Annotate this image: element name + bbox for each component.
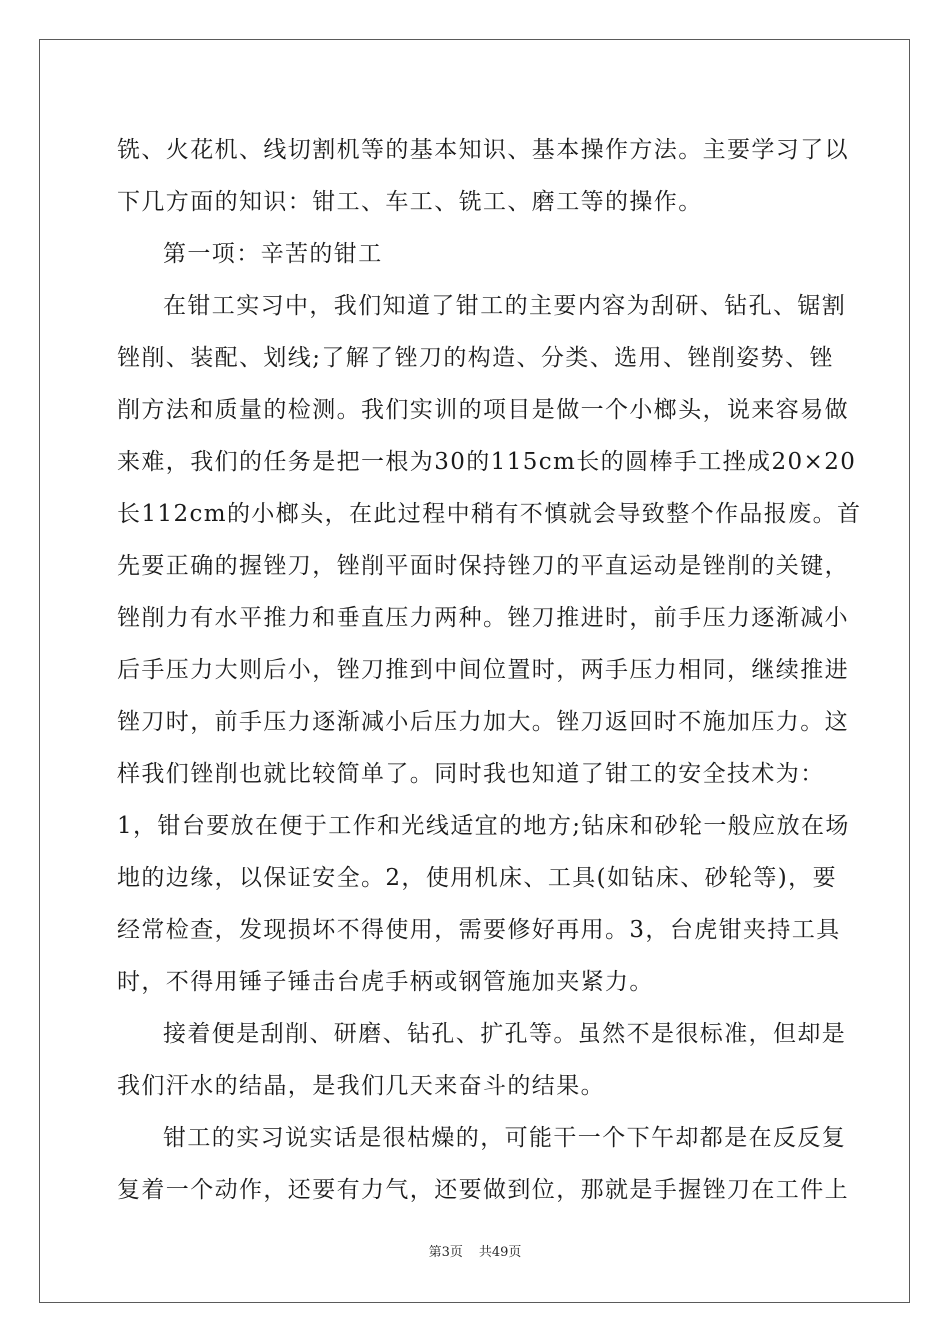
page-number: 第3页 [428, 1245, 463, 1260]
text-line: 在钳工实习中，我们知道了钳工的主要内容为刮研、钻孔、锯割 [163, 293, 847, 319]
text-line: 后手压力大则后小，锉刀推到中间位置时，两手压力相同，继续推进 [117, 657, 849, 683]
text-line: 样我们锉削也就比较简单了。同时我也知道了钳工的安全技术为： [117, 761, 825, 787]
text-line: 锉刀时，前手压力逐渐减小后压力加大。锉刀返回时不施加压力。这 [117, 709, 849, 735]
text-line: 下几方面的知识：钳工、车工、铣工、磨工等的操作。 [117, 189, 703, 215]
page-total: 共49页 [478, 1245, 522, 1260]
text-line: 削方法和质量的检测。我们实训的项目是做一个小榔头，说来容易做 [117, 397, 849, 423]
section-heading: 第一项：辛苦的钳工 [163, 241, 383, 267]
page-footer [0, 1241, 950, 1260]
text-line: 钳工的实习说实话是很枯燥的，可能干一个下午却都是在反反复 [163, 1125, 847, 1151]
text-line: 我们汗水的结晶，是我们几天来奋斗的结果。 [117, 1073, 605, 1099]
text-line: 经常检查，发现损坏不得使用，需要修好再用。3，台虎钳夹持工具 [117, 917, 841, 943]
document-body [117, 128, 862, 1220]
text-line: 锉削、装配、划线;了解了锉刀的构造、分类、选用、锉削姿势、锉 [117, 345, 834, 371]
text-line: 1，钳台要放在便于工作和光线适宜的地方;钻床和砂轮一般应放在场 [117, 813, 850, 839]
text-line: 地的边缘，以保证安全。2，使用机床、工具(如钻床、砂轮等)，要 [117, 865, 837, 891]
text-line: 时，不得用锤子锤击台虎手柄或钢管施加夹紧力。 [117, 969, 654, 995]
text-line: 先要正确的握锉刀，锉削平面时保持锉刀的平直运动是锉削的关键， [117, 553, 849, 579]
text-line: 来难，我们的任务是把一根为30的115cm长的圆棒手工挫成20×20 [117, 449, 857, 475]
text-line: 复着一个动作，还要有力气，还要做到位，那就是手握锉刀在工件上 [117, 1177, 849, 1203]
text-line: 接着便是刮削、研磨、钻孔、扩孔等。虽然不是很标准，但却是 [163, 1021, 847, 1047]
text-line: 铣、火花机、线切割机等的基本知识、基本操作方法。主要学习了以 [117, 137, 849, 163]
text-line: 锉削力有水平推力和垂直压力两种。锉刀推进时，前手压力逐渐减小 [117, 605, 849, 631]
text-line: 长112cm的小榔头，在此过程中稍有不慎就会导致整个作品报废。首 [117, 501, 862, 527]
